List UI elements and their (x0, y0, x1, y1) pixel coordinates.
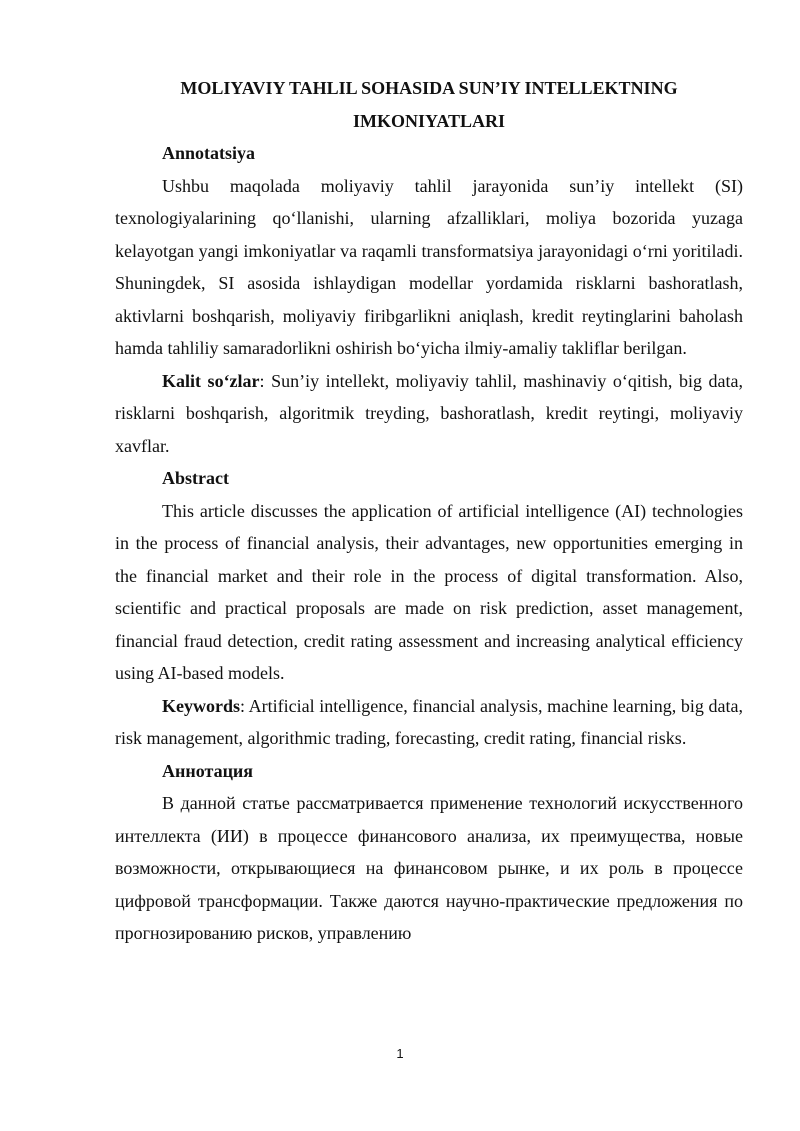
uz-keywords-label: Kalit so‘zlar (162, 370, 260, 391)
paper-title-line-1: MOLIYAVIY TAHLIL SOHASIDA SUN’IY INTELLEKTNING (180, 78, 678, 98)
page-number: 1 (396, 1046, 404, 1061)
uz-keywords-text: : Sun’iy intellekt, moliyaviy tahlil, mashinaviy o‘qitish, big data, risklarni boshqarish, algoritmik treyding, bashoratlash, kredit reytingi, moliyaviy xavflar. (115, 370, 743, 456)
paper-title (115, 72, 743, 137)
en-keywords-text: : Artificial intelligence, financial analysis, machine learning, big data, risk management, algorithmic trading, forecasting, credit rating, financial risks. (115, 695, 743, 748)
ru-abstract-body: В данной статье рассматривается применение технологий искусственного интеллекта (ИИ) в процессе финансового анализа, их преимущества, новые возможности, открывающиеся на финансовом рынке, и их роль в процессе цифровой трансформации. Также даются научно-практические предложения по прогнозированию рисков, управлению (115, 793, 743, 943)
en-keywords-label: Keywords (162, 695, 240, 716)
uz-abstract-body: Ushbu maqolada moliyaviy tahlil jarayonida sun’iy intellekt (SI) texnologiyalarining qo‘llanishi, ularning afzalliklari, moliya bozorida yuzaga kelayotgan yangi imkoniyatlar va raqamli transformatsiya jarayonidagi o‘rni yoritiladi. Shuningdek, SI asosida ishlaydigan modellar yordamida risklarni bashoratlash, aktivlarni boshqarish, moliyaviy firibgarlikni aniqlash, kredit reytinglarini baholash hamda tahliliy samaradorlikni oshirish bo‘yicha ilmiy-amaliy takliflar berilgan. (115, 175, 743, 358)
paper-page (115, 72, 743, 950)
en-keywords (115, 690, 743, 755)
uz-abstract-heading: Annotatsiya (162, 143, 256, 163)
en-abstract-heading: Abstract (162, 468, 229, 488)
en-abstract-body: This article discusses the application of artificial intelligence (AI) technologies in the process of financial analysis, their advantages, new opportunities emerging in the financial market and their role in the process of digital transformation. Also, scientific and practical proposals are made on risk prediction, asset management, financial fraud detection, credit rating assessment and increasing analytical efficiency using AI-based models. (115, 500, 743, 683)
uz-keywords (115, 365, 743, 463)
paper-title-line-2: IMKONIYATLARI (352, 110, 506, 131)
ru-abstract-heading: Аннотация (162, 760, 254, 781)
